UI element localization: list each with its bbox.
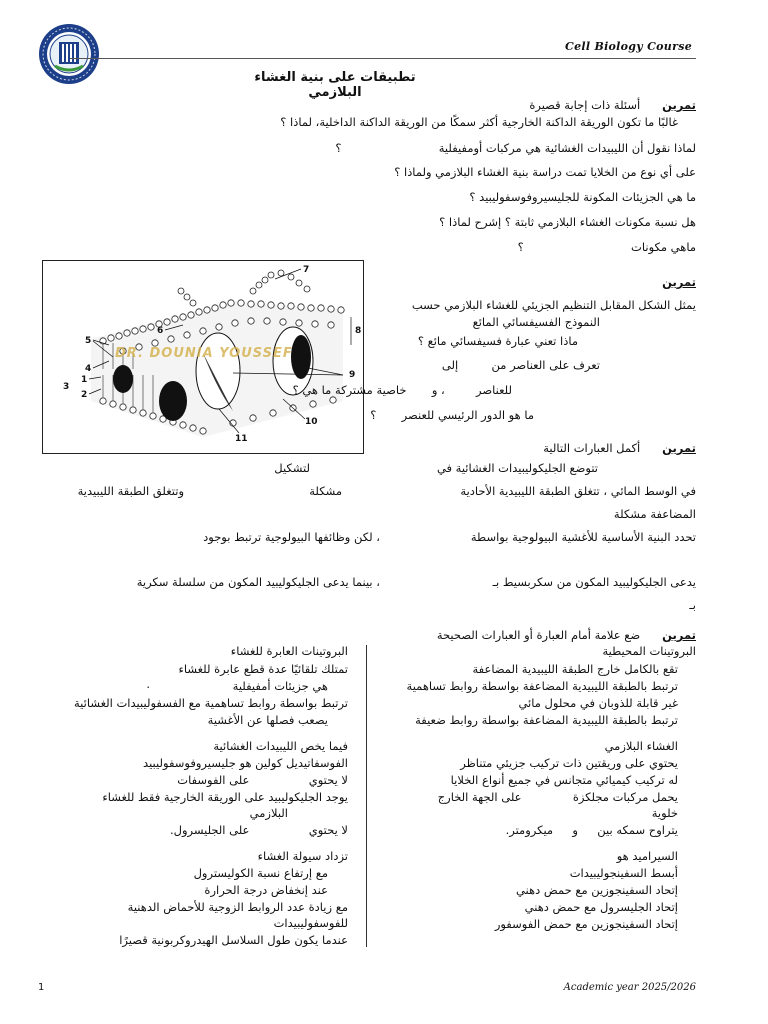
exercise-2-label: تمرين (662, 275, 696, 289)
ex3-sentence-2d: المضاعفة مشكلة (613, 507, 696, 521)
membrane-option-2[interactable]: له تركيب كيميائي متجانس في جميع أنواع الخلايا (450, 773, 678, 787)
ex2-question-4 (293, 385, 512, 397)
figure-label-8: 8 (355, 326, 362, 336)
ceramide-title: السيراميد هو (616, 849, 678, 863)
ex2-question-2: ماذا تعني عبارة فسيفسائي مائع ؟ (417, 334, 578, 348)
peripheral-option-4[interactable]: ترتبط بالطبقة الليبيدية المضاعفة بواسطة روابط ضعيفة (415, 713, 678, 727)
question-6-text: ماهي مكونات (631, 240, 696, 254)
question-2-mark: ؟ (335, 141, 342, 155)
lipids-option-3[interactable]: يوجد الجليكوليبيد على الوريقة الخارجية فقط للغشاء (102, 790, 348, 804)
membrane-option-3-c: خلوية (651, 806, 678, 820)
fluidity-option-3[interactable]: مع زيادة عدد الروابط الزوجية للأحماض الدهنية (127, 900, 348, 914)
fluidity-title: تزداد سيولة الغشاء (257, 849, 348, 863)
fluidity-option-1[interactable]: مع إرتفاع نسبة الكوليسترول (193, 866, 328, 880)
ceramide-option-1[interactable]: أبسط السفينجوليبيدات (569, 866, 678, 880)
membrane-option-3-a: يحمل مركبات مجلكزة (572, 790, 678, 804)
lipids-option-4-a: لا يحتوي (308, 823, 348, 837)
ex2-question-5-mark: ؟ (370, 408, 377, 422)
membrane-option-1[interactable]: يحتوي على وريقتين ذات تركيب جزيئي متناظر (460, 756, 678, 770)
ceramide-option-2[interactable]: إتحاد السفينجوزين مع حمض دهني (515, 883, 678, 897)
ex2-question-1b: النموذج الفسيفسائي المائع (472, 315, 600, 329)
lipids-option-1[interactable]: الفوسفاتيديل كولين هو جليسيروفوسفوليبيد (143, 756, 348, 770)
membrane-option-3[interactable] (438, 792, 678, 804)
ex3-sentence-1b: لتشكيل (274, 461, 310, 475)
figure-label-7: 7 (303, 265, 310, 275)
lipids-option-2-a: لا يحتوي (308, 773, 348, 787)
exercise-heading: أكمل العبارات التالية (543, 441, 641, 455)
university-logo (37, 22, 101, 86)
page-title: تطبيقات على بنية الغشاء البلازمي (254, 70, 416, 100)
question-1: غالبًا ما تكون الوريقة الداكنة الخارجية أكثر سمكًا من الوريقة الداكنة الداخلية، لماذا ؟ (280, 115, 678, 129)
exercise-1-header (529, 100, 696, 112)
transmembrane-dot: . (146, 677, 150, 691)
exercise-heading: ضع علامة أمام العبارة أو العبارات الصحيحة (436, 628, 641, 642)
lipids-option-4[interactable] (170, 825, 348, 837)
exercise-label: تمرين (662, 628, 696, 642)
column-divider (366, 645, 367, 947)
transmembrane-option-4[interactable]: يصعب فصلها عن الأغشية (207, 713, 328, 727)
figure-label-2: 2 (81, 390, 88, 400)
ex2-question-1: يمثل الشكل المقابل التنظيم الجزيئي للغشاء البلازمي حسب (411, 298, 696, 312)
figure-label-11: 11 (235, 434, 248, 444)
lipids-option-4-b: على الجليسرول. (169, 823, 250, 837)
ex3-sentence-3b: ، لكن وظائفها البيولوجية ترتبط بوجود (203, 530, 380, 544)
lipids-title: فيما يخص الليبيدات الغشائية (213, 739, 348, 753)
membrane-option-4-a: يتراوح سمكه بين (597, 823, 678, 837)
figure-label-1: 1 (81, 375, 88, 385)
question-2-text: لماذا نقول أن الليبيدات الغشائية هي مركبات أومفيفلية (438, 141, 696, 155)
lipids-option-3-b: البلازمي (249, 806, 288, 820)
figure-label-4: 4 (85, 364, 92, 374)
ex2-question-5 (370, 410, 534, 422)
question-5: هل نسبة مكونات الغشاء البلازمي ثابتة ؟ إشرح لماذا ؟ (439, 215, 696, 229)
peripheral-option-1[interactable]: تقع بالكامل خارج الطبقة الليبيدية المضاعفة (472, 662, 678, 676)
plasma-membrane-title: الغشاء البلازمي (604, 739, 678, 753)
exercise-heading: أسئلة ذات إجابة قصيرة (529, 98, 641, 112)
ex2-question-3-text: تعرف على العناصر من (491, 358, 600, 372)
page-number: 1 (38, 982, 45, 993)
ex3-sentence-1a: تتوضع الجليكوليبيدات الغشائية في (436, 461, 598, 475)
question-2 (335, 143, 696, 155)
ex2-question-4-a: للعناصر (476, 383, 512, 397)
ex3-sentence-4b: ، بينما يدعى الجليكوليبيد المكون من سلسلة سكرية (136, 575, 380, 589)
figure-label-10: 10 (305, 417, 318, 427)
ceramide-option-4[interactable]: إتحاد السفينجوزين مع حمض الفوسفور (494, 917, 678, 931)
ex3-sentence-3a: تحدد البنية الأساسية للأغشية البيولوجية بواسطة (470, 530, 696, 544)
transmembrane-option-1[interactable]: تمتلك تلقائيًا عدة قطع عابرة للغشاء (178, 662, 348, 676)
membrane-option-3-b: على الجهة الخارج (437, 790, 522, 804)
figure-label-3: 3 (63, 382, 70, 392)
figure-label-9: 9 (349, 370, 356, 380)
exercise-4-header (437, 630, 696, 642)
question-3: على أي نوع من الخلايا تمت دراسة بنية الغشاء البلازمي ولماذا ؟ (394, 165, 696, 179)
ex2-question-4-b: ، و (431, 383, 445, 397)
figure-label-6: 6 (157, 326, 164, 336)
exercise-3-header (543, 443, 696, 455)
exercise-label: تمرين (662, 98, 696, 112)
question-4: ما هي الجزيئات المكونة للجليسيروفوسفوليبيد ؟ (469, 190, 696, 204)
ex2-question-3-to: إلى (441, 358, 459, 372)
lipids-option-2[interactable] (177, 775, 348, 787)
fluidity-option-3-b: للفوسفوليبيدات (273, 916, 348, 930)
exercise-label: تمرين (662, 441, 696, 455)
ex3-sentence-2b: مشكلة (309, 484, 342, 498)
membrane-option-4-c: ميكرومتر. (505, 823, 554, 837)
ex3-sentence-4a: يدعى الجليكوليبيد المكون من سكربسيط بـ (492, 575, 696, 589)
ex3-sentence-2c: وتتغلق الطبقة الليبيدية (77, 484, 184, 498)
ceramide-option-3[interactable]: إتحاد الجليسرول مع حمض دهني (524, 900, 678, 914)
transmembrane-option-3[interactable]: ترتبط بواسطة روابط تساهمية مع الفسفوليبيدات الغشائية (73, 696, 348, 710)
academic-year: Academic year 2025/2026 (563, 982, 696, 993)
figure-watermark: DR. DOUNIA YOUSSEF (115, 346, 293, 361)
fluidity-option-2[interactable]: عند إنخفاض درجة الحرارة (204, 883, 328, 897)
question-6-mark: ؟ (517, 240, 524, 254)
membrane-option-4-b: و (572, 823, 578, 837)
figure-label-5: 5 (85, 336, 92, 346)
ex3-sentence-2a: في الوسط المائي ، تتغلق الطبقة الليبيدية الأحادية (460, 484, 696, 498)
transmembrane-option-2[interactable]: هي جزيئات أمفيفلية (232, 679, 328, 693)
course-name: Cell Biology Course (565, 40, 692, 53)
ex2-question-3 (442, 360, 600, 372)
lipids-option-2-b: على الفوسفات (177, 773, 250, 787)
ex3-sentence-4c: بـ (689, 598, 696, 612)
fluidity-option-4[interactable]: عندما يكون طول السلاسل الهيدروكربونية قصيرًا (119, 933, 348, 947)
question-6 (518, 242, 696, 254)
peripheral-option-3[interactable]: غير قابلة للذوبان في محلول مائي (518, 696, 678, 710)
ex2-question-5-text: ما هو الدور الرئيسي للعنصر (401, 408, 534, 422)
peripheral-proteins-title: البروتينات المحيطية (602, 644, 696, 658)
transmembrane-proteins-title: البروتينات العابرة للغشاء (230, 644, 348, 658)
membrane-option-4[interactable] (506, 825, 678, 837)
ex2-question-4-c: خاصية مشتركة ما هي ؟ (292, 383, 407, 397)
header-divider (70, 58, 696, 59)
peripheral-option-2[interactable]: ترتبط بالطبقة الليبيدية المضاعفة بواسطة روابط تساهمية (406, 679, 678, 693)
